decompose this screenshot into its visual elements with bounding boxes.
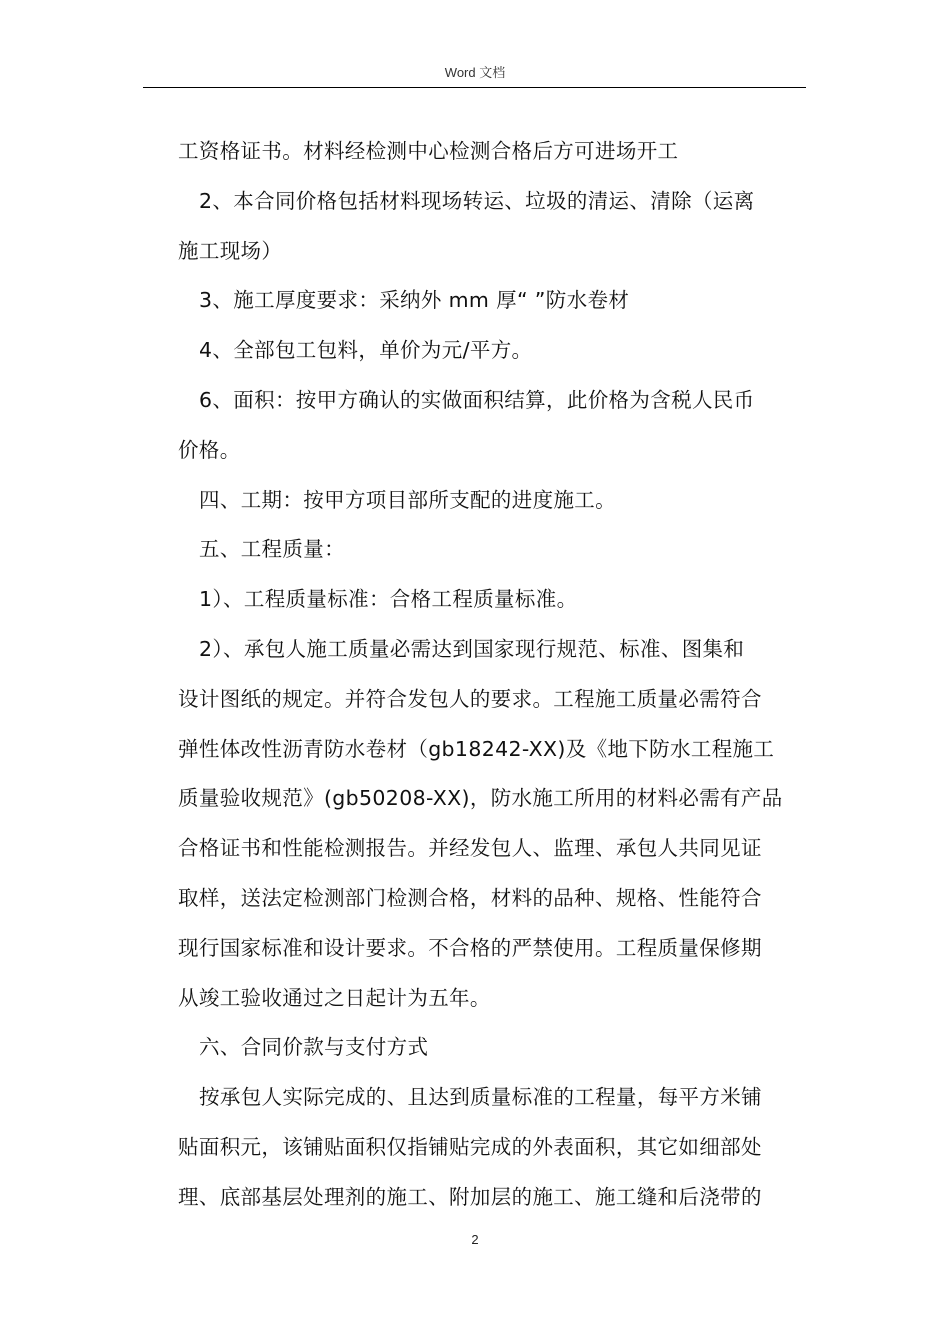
text-line: 4、全部包工包料，单价为元/平方。: [199, 338, 533, 363]
text-line: 价格。: [178, 437, 241, 462]
text-line: 五、工程质量：: [199, 537, 345, 562]
text-line: 3、施工厚度要求：采纳外 mm 厚“ ”防水卷材: [199, 288, 630, 313]
text-line: 四、工期：按甲方项目部所支配的进度施工。: [199, 487, 616, 512]
text-line: 1）、工程质量标准：合格工程质量标准。: [199, 587, 578, 612]
text-line: 2、本合同价格包括材料现场转运、垃圾的清运、清除（运离: [199, 188, 755, 213]
text-line: 弹性体改性沥青防水卷材（gb18242-XX)及《地下防水工程施工: [178, 736, 775, 761]
text-line: 从竣工验收通过之日起计为五年。: [178, 985, 491, 1010]
header-divider: [143, 87, 806, 88]
text-line: 施工现场）: [178, 238, 283, 263]
text-line: 取样，送法定检测部门检测合格，材料的品种、规格、性能符合: [178, 885, 762, 910]
text-line: 2）、承包人施工质量必需达到国家现行规范、标准、图集和: [199, 636, 745, 661]
text-line: 现行国家标准和设计要求。不合格的严禁使用。工程质量保修期: [178, 935, 762, 960]
page-header: Word 文档: [444, 65, 506, 80]
text-line: 按承包人实际完成的、且达到质量标准的工程量，每平方米铺: [199, 1085, 762, 1110]
text-line: 设计图纸的规定。并符合发包人的要求。工程施工质量必需符合: [178, 686, 762, 711]
text-line: 六、合同价款与支付方式: [199, 1035, 429, 1060]
document-body: [178, 127, 808, 1223]
page-number: 2: [471, 1232, 479, 1247]
text-line: 理、底部基层处理剂的施工、附加层的施工、施工缝和后浇带的: [178, 1184, 762, 1209]
text-line: 合格证书和性能检测报告。并经发包人、监理、承包人共同见证: [178, 836, 762, 861]
text-line: 6、面积：按甲方确认的实做面积结算，此价格为含税人民币: [199, 387, 755, 412]
text-line: 工资格证书。材料经检测中心检测合格后方可进场开工: [178, 139, 679, 163]
text-line: 质量验收规范》(gb50208-XX)，防水施工所用的材料必需有产品: [178, 786, 783, 811]
text-line: 贴面积元，该铺贴面积仅指铺贴完成的外表面积，其它如细部处: [178, 1134, 762, 1159]
